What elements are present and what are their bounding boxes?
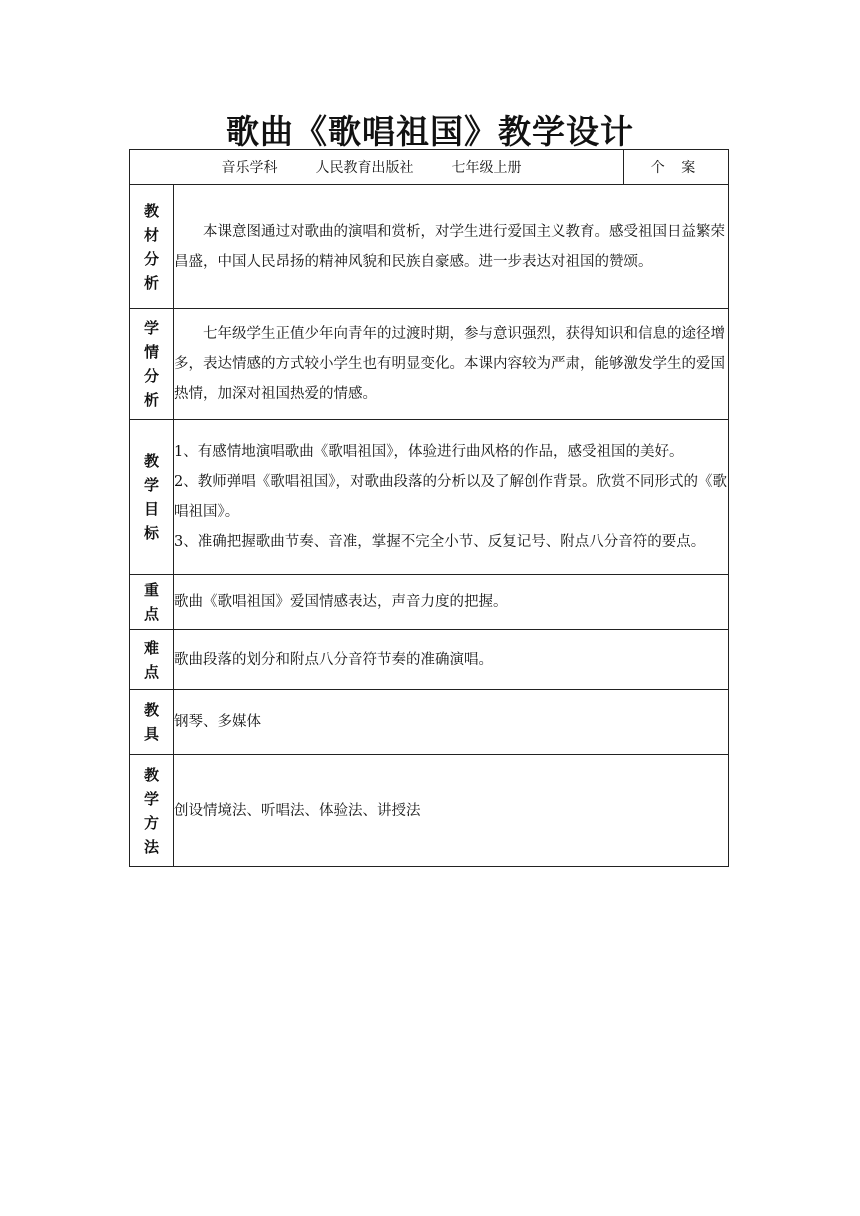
grade-label: 七年级上册 [451,160,522,176]
row-label: 教 材 分 析 [130,185,174,309]
row-label: 重 点 [130,575,174,630]
row-label: 教 具 [130,690,174,755]
row-label: 难 点 [130,630,174,690]
objectives-list [174,420,729,575]
lesson-plan-table [129,149,729,867]
table-row-difficulties [130,630,729,690]
table-row-methods [130,755,729,867]
key-points-text: 歌曲《歌唱祖国》爱国情感表达，声音力度的把握。 [174,575,729,630]
teaching-aids-text: 钢琴、多媒体 [174,690,729,755]
objective-item: 3、准确把握歌曲节奏、音准，掌握不完全小节、反复记号、附点八分音符的要点。 [174,534,706,550]
objective-item: 1、有感情地演唱歌曲《歌唱祖国》，体验进行曲风格的作品，感受祖国的美好。 [174,444,684,460]
document-title: 歌曲《歌唱祖国》教学设计 [226,112,634,151]
case-type-cell: 个 案 [624,150,729,185]
table-row-students [130,309,729,420]
table-row-objectives [130,420,729,575]
difficulties-text: 歌曲段落的划分和附点八分音符节奏的准确演唱。 [174,630,729,690]
student-analysis-text: 七年级学生正值少年向青年的过渡时期，参与意识强烈，获得知识和信息的途径增多，表达情感的方式较小学生也有明显变化。本课内容较为严肃，能够激发学生的爱国热情，加深对祖国热爱的情感。 [174,309,729,420]
subject-label: 音乐学科 [221,160,278,176]
header-row [130,150,729,185]
header-info-cell [130,150,624,185]
materials-analysis-text: 本课意图通过对歌曲的演唱和赏析，对学生进行爱国主义教育。感受祖国日益繁荣昌盛，中国人民昂扬的精神风貌和民族自豪感。进一步表达对祖国的赞颂。 [174,185,729,309]
table-row-key-points [130,575,729,630]
table-row-teaching-aids [130,690,729,755]
teaching-methods-text: 创设情境法、听唱法、体验法、讲授法 [174,755,729,867]
publisher-label: 人民教育出版社 [315,160,414,176]
row-label: 学 情 分 析 [130,309,174,420]
row-label: 教 学 目 标 [130,420,174,575]
table-row-materials [130,185,729,309]
objective-item: 2、教师弹唱《歌唱祖国》，对歌曲段落的分析以及了解创作背景。欣赏不同形式的《歌唱祖国》。 [174,474,727,520]
row-label: 教 学 方 法 [130,755,174,867]
